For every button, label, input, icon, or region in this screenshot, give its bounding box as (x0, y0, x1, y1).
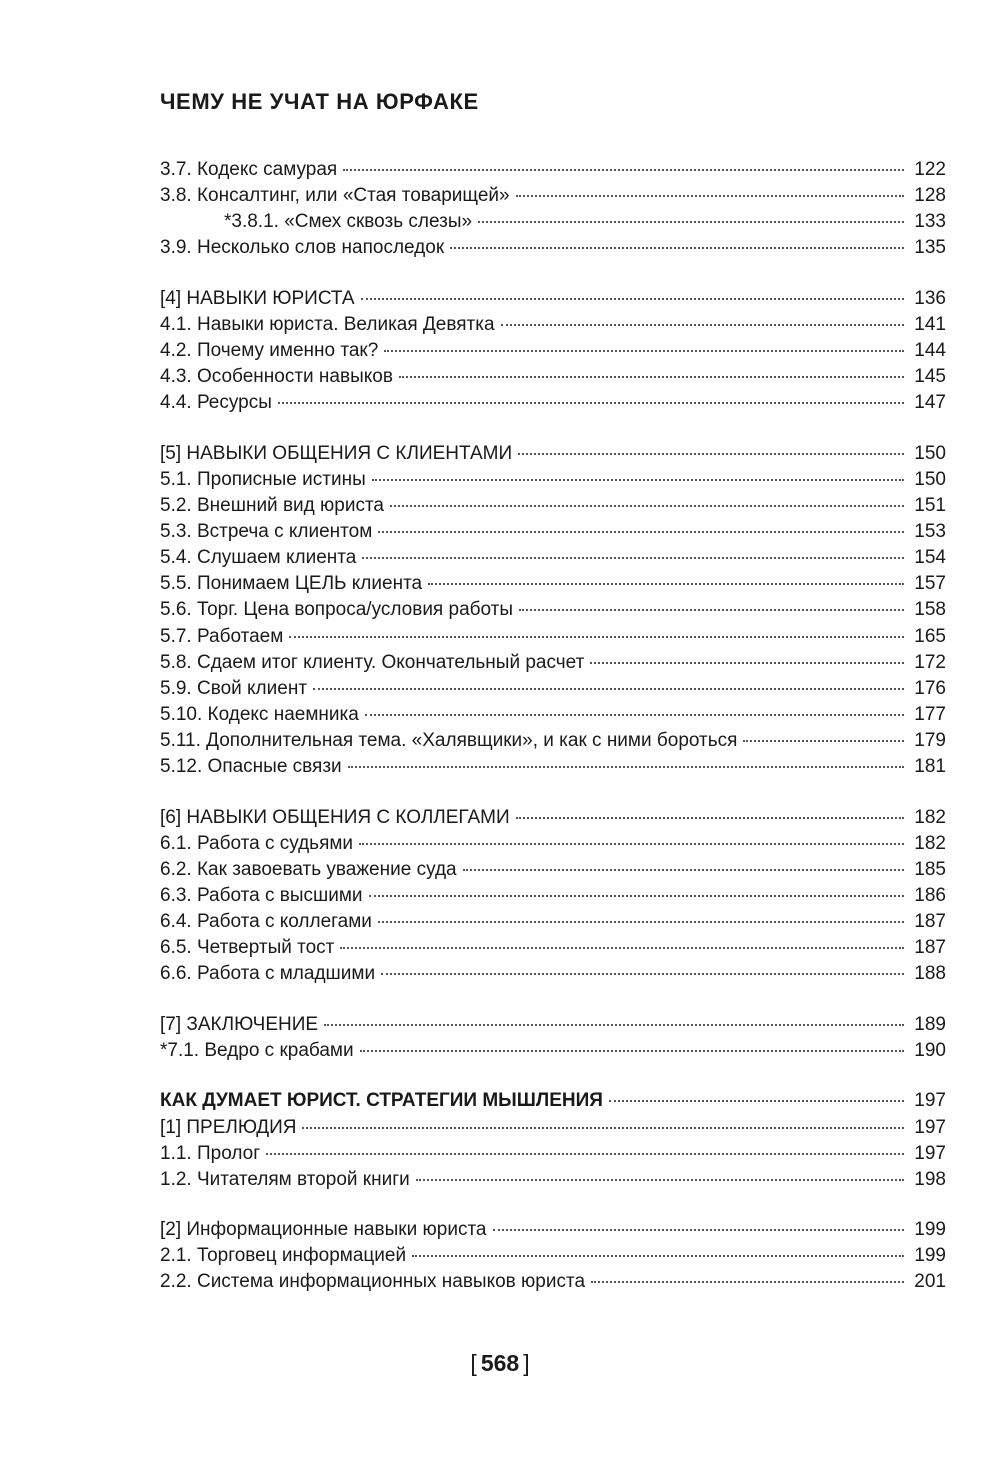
toc-group (160, 1012, 946, 1064)
dot-leader (450, 247, 904, 249)
toc-entry-title: 5.7. Работаем (160, 625, 284, 647)
toc-entry (160, 364, 946, 390)
table-of-contents (160, 157, 946, 1320)
dot-leader (372, 479, 904, 481)
dot-leader (493, 1229, 905, 1231)
toc-entry-page: 150 (914, 442, 946, 464)
toc-entry-page: 157 (914, 573, 946, 595)
toc-entry (160, 676, 946, 702)
toc-entry-title: 6.6. Работа с младшими (160, 963, 376, 985)
toc-entry-page: 165 (914, 625, 946, 647)
toc-entry-page: 199 (914, 1245, 946, 1267)
toc-entry-page: 182 (914, 832, 946, 854)
toc-entry-title: 6.3. Работа с высшими (160, 884, 363, 906)
toc-entry-title: 5.10. Кодекс наемника (160, 703, 359, 725)
dot-leader (516, 817, 904, 819)
dot-leader (501, 324, 904, 326)
dot-leader (516, 195, 904, 197)
dot-leader (266, 1153, 904, 1155)
dot-leader (609, 1100, 904, 1102)
toc-entry-title: 4.3. Особенности навыков (160, 366, 393, 388)
toc-entry (160, 571, 946, 597)
toc-entry-title: [2] Информационные навыки юриста (160, 1219, 487, 1241)
dot-leader (313, 688, 904, 690)
toc-entry (160, 961, 946, 987)
toc-entry-page: 187 (914, 910, 946, 932)
toc-entry-page: 150 (914, 468, 946, 490)
toc-entry-page: 190 (914, 1039, 946, 1061)
toc-entry (160, 1088, 946, 1114)
toc-entry-title: КАК ДУМАЕТ ЮРИСТ. СТРАТЕГИИ МЫШЛЕНИЯ (160, 1090, 603, 1112)
dot-leader (590, 662, 904, 664)
toc-entry-page: 151 (914, 495, 946, 517)
toc-entry (160, 909, 946, 935)
toc-entry-title: 3.9. Несколько слов напоследок (160, 237, 445, 259)
toc-group (160, 286, 946, 416)
toc-entry (160, 286, 946, 312)
toc-entry-page: 144 (914, 340, 946, 362)
toc-entry-title: 4.1. Навыки юриста. Великая Девятка (160, 313, 495, 335)
dot-leader (390, 505, 904, 507)
toc-entry-page: 145 (914, 366, 946, 388)
toc-entry (160, 545, 946, 571)
toc-entry-page: 201 (914, 1271, 946, 1293)
dot-leader (369, 895, 904, 897)
toc-entry-title: 6.4. Работа с коллегами (160, 910, 372, 932)
dot-leader (365, 714, 904, 716)
toc-entry (160, 183, 946, 209)
toc-entry-page: 176 (914, 677, 946, 699)
dot-leader (384, 350, 904, 352)
toc-entry-title: 4.4. Ресурсы (160, 392, 272, 414)
toc-entry-page: 197 (914, 1090, 946, 1112)
toc-entry (160, 597, 946, 623)
toc-entry (160, 1038, 946, 1064)
dot-leader (591, 1281, 904, 1283)
toc-entry-title: 5.3. Встреча с клиентом (160, 521, 373, 543)
toc-entry-page: 153 (914, 521, 946, 543)
toc-group (160, 805, 946, 988)
toc-entry (160, 754, 946, 780)
toc-entry (160, 1167, 946, 1193)
toc-entry (160, 1217, 946, 1243)
toc-entry-page: 158 (914, 599, 946, 621)
toc-entry (160, 493, 946, 519)
toc-group (160, 157, 946, 261)
toc-entry (160, 312, 946, 338)
toc-entry-page: 136 (914, 287, 946, 309)
dot-leader (399, 376, 904, 378)
toc-entry-title: 5.2. Внешний вид юриста (160, 495, 385, 517)
toc-group (160, 1088, 946, 1192)
toc-entry-title: 6.5. Четвертый тост (160, 937, 335, 959)
toc-entry-page: 181 (914, 755, 946, 777)
toc-entry-title: 4.2. Почему именно так? (160, 340, 379, 362)
dot-leader (463, 869, 904, 871)
toc-entry-title: 1.1. Пролог (160, 1142, 261, 1164)
toc-entry-page: 128 (914, 185, 946, 207)
toc-entry (160, 467, 946, 493)
toc-entry (160, 441, 946, 467)
toc-entry-title: [6] НАВЫКИ ОБЩЕНИЯ С КОЛЛЕГАМИ (160, 806, 510, 828)
toc-entry-title: 3.7. Кодекс самурая (160, 159, 338, 180)
toc-group (160, 441, 946, 780)
toc-entry (160, 857, 946, 883)
toc-entry-page: 197 (914, 1116, 946, 1138)
toc-entry-title: [7] ЗАКЛЮЧЕНИЕ (160, 1013, 319, 1035)
dot-leader (343, 169, 904, 171)
toc-entry-page: 186 (914, 884, 946, 906)
toc-entry (160, 390, 946, 416)
dot-leader (340, 947, 904, 949)
toc-entry-title: 5.8. Сдаем итог клиенту. Окончательный расчет (160, 651, 585, 673)
dot-leader (416, 1179, 904, 1181)
toc-entry-page: 197 (914, 1142, 946, 1164)
toc-entry-title: 5.12. Опасные связи (160, 755, 342, 777)
page-number (0, 1348, 1000, 1378)
toc-entry-title: [4] НАВЫКИ ЮРИСТА (160, 287, 355, 309)
toc-entry-page: 185 (914, 858, 946, 880)
dot-leader (378, 921, 904, 923)
dot-leader (359, 843, 904, 845)
toc-entry-title: *7.1. Ведро с крабами (160, 1039, 354, 1061)
toc-entry-title: 5.4. Слушаем клиента (160, 547, 357, 569)
dot-leader (302, 1127, 904, 1129)
toc-entry-page: 133 (914, 211, 946, 233)
toc-entry-title: 5.6. Торг. Цена вопроса/условия работы (160, 599, 514, 621)
dot-leader (348, 766, 904, 768)
toc-entry-title: 2.1. Торговец информацией (160, 1245, 407, 1267)
toc-entry (160, 728, 946, 754)
running-head: ЧЕМУ НЕ УЧАТ НА ЮРФАКЕ (160, 89, 479, 114)
toc-entry (160, 805, 946, 831)
toc-entry-title: *3.8.1. «Смех сквозь слезы» (224, 211, 473, 233)
dot-leader (324, 1024, 904, 1026)
toc-entry-page: 198 (914, 1168, 946, 1190)
toc-entry (160, 519, 946, 545)
toc-entry-page: 172 (914, 651, 946, 673)
toc-entry-page: 182 (914, 806, 946, 828)
toc-entry-title: [1] ПРЕЛЮДИЯ (160, 1116, 297, 1138)
dot-leader (518, 453, 904, 455)
dot-leader (381, 973, 904, 975)
toc-entry (160, 1269, 946, 1295)
dot-leader (289, 636, 904, 638)
dot-leader (278, 402, 904, 404)
toc-entry (160, 1141, 946, 1167)
dot-leader (428, 583, 904, 585)
toc-entry-page: 179 (914, 729, 946, 751)
toc-entry-title: 6.1. Работа с судьями (160, 832, 354, 854)
dot-leader (378, 531, 904, 533)
toc-entry (160, 209, 946, 235)
dot-leader (412, 1255, 904, 1257)
toc-entry (160, 935, 946, 961)
toc-entry-page: 187 (914, 937, 946, 959)
toc-entry (160, 1243, 946, 1269)
toc-entry-title: 6.2. Как завоевать уважение суда (160, 858, 457, 880)
toc-entry (160, 831, 946, 857)
dot-leader (362, 557, 904, 559)
toc-entry-page: 189 (914, 1013, 946, 1035)
toc-entry-title: 1.2. Читателям второй книги (160, 1168, 410, 1190)
dot-leader (478, 221, 904, 223)
toc-entry (160, 235, 946, 261)
toc-entry (160, 650, 946, 676)
dot-leader (360, 1050, 904, 1052)
folio-open-bracket: [ (470, 1350, 477, 1376)
toc-entry-title: 2.2. Система информационных навыков юриста (160, 1271, 586, 1293)
toc-entry-page: 141 (914, 313, 946, 335)
toc-entry-page: 188 (914, 963, 946, 985)
toc-entry-page: 147 (914, 392, 946, 414)
toc-entry (160, 157, 946, 183)
dot-leader (519, 609, 904, 611)
toc-entry-title: 5.1. Прописные истины (160, 468, 366, 490)
dot-leader (361, 298, 904, 300)
toc-entry (160, 1012, 946, 1038)
toc-entry-page: 122 (914, 159, 946, 180)
toc-group (160, 1217, 946, 1295)
toc-entry-page: 177 (914, 703, 946, 725)
toc-entry-title: 5.11. Дополнительная тема. «Халявщики», и как с ними бороться (160, 729, 738, 751)
toc-entry-page: 135 (914, 237, 946, 259)
toc-entry (160, 624, 946, 650)
toc-entry-page: 154 (914, 547, 946, 569)
folio-number: 568 (480, 1350, 520, 1376)
toc-entry-title: 3.8. Консалтинг, или «Стая товарищей» (160, 185, 510, 207)
toc-entry-page: 199 (914, 1219, 946, 1241)
toc-entry-title: 5.9. Свой клиент (160, 677, 308, 699)
toc-entry (160, 1115, 946, 1141)
toc-entry-title: [5] НАВЫКИ ОБЩЕНИЯ С КЛИЕНТАМИ (160, 442, 513, 464)
toc-entry-title: 5.5. Понимаем ЦЕЛЬ клиента (160, 573, 423, 595)
toc-entry (160, 338, 946, 364)
dot-leader (743, 740, 904, 742)
folio-close-bracket: ] (523, 1350, 530, 1376)
toc-entry (160, 883, 946, 909)
toc-entry (160, 702, 946, 728)
